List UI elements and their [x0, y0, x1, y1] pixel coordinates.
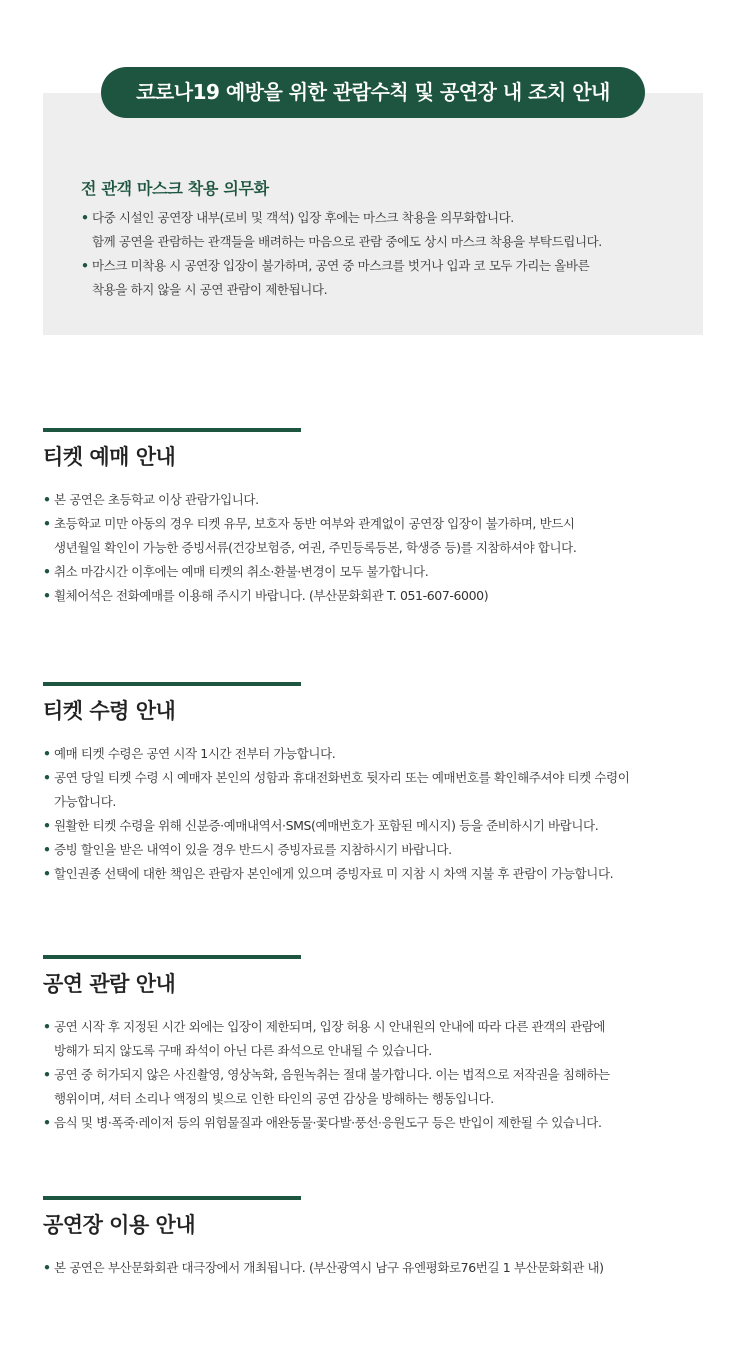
list-item-text: 방해가 되지 않도록 구매 좌석이 아닌 다른 좌석으로 안내될 수 있습니다.: [54, 1043, 432, 1058]
venue-info-section: [43, 1196, 703, 1280]
section-divider: [43, 428, 301, 432]
venue-info-list: [43, 1256, 703, 1280]
ticket-booking-list: [43, 488, 703, 608]
bullet-marker: •: [43, 516, 51, 531]
performance-viewing-section: [43, 955, 703, 1135]
list-item-text: 함께 공연을 관람하는 관객들을 배려하는 마음으로 관람 중에도 상시 마스크 착용을 부탁드립니다.: [92, 234, 602, 249]
list-item: [43, 1256, 703, 1280]
list-item-text: 본 공연은 부산문화회관 대극장에서 개최됩니다. (부산광역시 남구 유엔평화로76번길 1 부산문화회관 내): [54, 1260, 604, 1275]
section-title: 티켓 예매 안내: [43, 445, 176, 469]
bullet-marker: •: [43, 1115, 51, 1130]
bullet-marker: •: [43, 564, 51, 579]
bullet-marker: •: [43, 1067, 51, 1082]
list-item-text: 공연 당일 티켓 수령 시 예매자 본인의 성함과 휴대전화번호 뒷자리 또는 예매번호를 확인해주셔야 티켓 수령이: [54, 770, 630, 785]
mask-mandatory-heading: 전 관객 마스크 착용 의무화: [81, 179, 269, 198]
list-item-text: 공연 중 허가되지 않은 사진촬영, 영상녹화, 음원녹취는 절대 불가합니다. 이는 법적으로 저작권을 침해하는: [54, 1067, 610, 1082]
list-item: [81, 254, 602, 302]
list-item-text: 초등학교 미만 아동의 경우 티켓 유무, 보호자 동반 여부와 관계없이 공연장 입장이 불가하며, 반드시: [54, 516, 575, 531]
list-item: [43, 1015, 703, 1063]
list-item: [43, 584, 703, 608]
list-item-text: 행위이며, 셔터 소리나 액정의 빛으로 인한 타인의 공연 감상을 방해하는 행동입니다.: [54, 1091, 494, 1106]
list-item: [81, 206, 602, 254]
section-divider: [43, 682, 301, 686]
section-divider: [43, 1196, 301, 1200]
list-item: [43, 766, 703, 814]
list-item-text: 가능합니다.: [54, 794, 116, 809]
viewing-rules-list: [43, 1015, 703, 1135]
list-item-text: 예매 티켓 수령은 공연 시작 1시간 전부터 가능합니다.: [54, 746, 336, 761]
list-item-text: 본 공연은 초등학교 이상 관람가입니다.: [54, 492, 259, 507]
list-item-text: 공연 시작 후 지정된 시간 외에는 입장이 제한되며, 입장 허용 시 안내원의 안내에 따라 다른 관객의 관람에: [54, 1019, 606, 1034]
list-item-text: 증빙 할인을 받은 내역이 있을 경우 반드시 증빙자료를 지참하시기 바랍니다.: [54, 842, 452, 857]
covid-notice-banner: 코로나19 예방을 위한 관람수칙 및 공연장 내 조치 안내: [101, 67, 645, 118]
bullet-marker: •: [43, 746, 51, 761]
list-item-text: 원활한 티켓 수령을 위해 신분증·예매내역서·SMS(예매번호가 포함된 메시지) 등을 준비하시기 바랍니다.: [54, 818, 599, 833]
list-item: [43, 560, 703, 584]
list-item-text: 음식 및 병·폭죽·레이저 등의 위험물질과 애완동물·꽃다발·풍선·응원도구 등은 반입이 제한될 수 있습니다.: [54, 1115, 602, 1130]
list-item: [43, 512, 703, 560]
list-item-text: 다중 시설인 공연장 내부(로비 및 객석) 입장 후에는 마스크 착용을 의무화합니다.: [92, 210, 514, 225]
bullet-marker: •: [43, 492, 51, 507]
bullet-marker: •: [43, 866, 51, 881]
list-item: [43, 862, 703, 886]
covid-rules-list: [81, 206, 602, 302]
list-item-text: 마스크 미착용 시 공연장 입장이 불가하며, 공연 중 마스크를 벗거나 입과 코 모두 가리는 올바른: [92, 258, 590, 273]
section-divider: [43, 955, 301, 959]
ticket-pickup-section: [43, 682, 703, 886]
bullet-marker: •: [43, 770, 51, 785]
section-title: 공연 관람 안내: [43, 972, 176, 996]
bullet-marker: •: [43, 1019, 51, 1034]
bullet-marker: •: [43, 842, 51, 857]
list-item: [43, 838, 703, 862]
list-item-text: 생년월일 확인이 가능한 증빙서류(건강보험증, 여권, 주민등록등본, 학생증 등)를 지참하셔야 합니다.: [54, 540, 577, 555]
bullet-marker: •: [81, 258, 89, 273]
ticket-pickup-list: [43, 742, 703, 886]
section-title: 공연장 이용 안내: [43, 1213, 196, 1237]
bullet-marker: •: [43, 588, 51, 603]
ticket-booking-section: [43, 428, 703, 608]
list-item-text: 휠체어석은 전화예매를 이용해 주시기 바랍니다. (부산문화회관 T. 051-607-6000): [54, 588, 489, 603]
bullet-marker: •: [43, 1260, 51, 1275]
list-item-text: 할인권종 선택에 대한 책임은 관람자 본인에게 있으며 증빙자료 미 지참 시 차액 지불 후 관람이 가능합니다.: [54, 866, 614, 881]
bullet-marker: •: [43, 818, 51, 833]
bullet-marker: •: [81, 210, 89, 225]
list-item: [43, 742, 703, 766]
list-item-text: 취소 마감시간 이후에는 예매 티켓의 취소·환불·변경이 모두 불가합니다.: [54, 564, 429, 579]
list-item: [43, 814, 703, 838]
list-item: [43, 1063, 703, 1111]
section-title: 티켓 수령 안내: [43, 699, 176, 723]
list-item-text: 착용을 하지 않을 시 공연 관람이 제한됩니다.: [92, 282, 328, 297]
list-item: [43, 488, 703, 512]
list-item: [43, 1111, 703, 1135]
